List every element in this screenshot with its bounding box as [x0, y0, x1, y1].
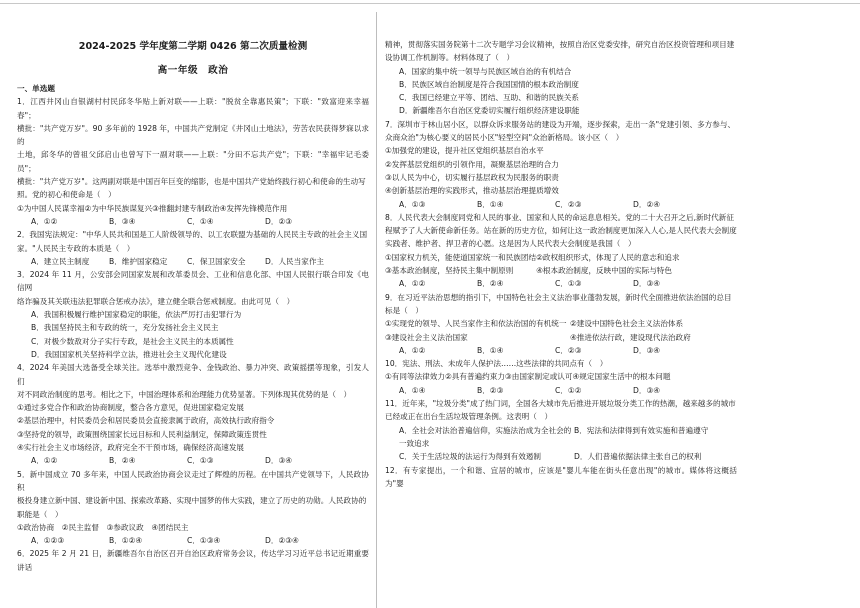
question-line: 1．江西井冈山自银湖村村民邱冬华贴上新对联——上联："脱贫全靠惠民策"；下联："致富迎来幸福春"； — [17, 97, 369, 120]
option-a[interactable]: A．①② — [399, 345, 426, 355]
option-row — [385, 277, 737, 290]
question-10 — [385, 357, 737, 397]
question-3 — [17, 268, 369, 361]
question-line: 极投身建立新中国、建设新中国、探索改革路、实现中国梦的伟大实践，建立了历史的功勋。人民政协的 — [17, 496, 367, 506]
option-d[interactable]: D．②③ — [265, 216, 293, 226]
option-a[interactable]: A．全社会对法治普遍信仰，实施法治成为全社会的一致追求 — [399, 425, 572, 448]
question-line: 已经或正在出台生活垃圾管理条例。这表明（ ） — [385, 412, 553, 422]
question-6-continued — [385, 38, 737, 118]
question-line: 实践者、维护者、捍卫者的心愿。这是因为人民代表大会制度是我国（ ） — [385, 239, 636, 249]
option-b[interactable]: B．宪法和法律得到有效实施和普遍遵守 — [574, 425, 709, 435]
option-c[interactable]: C．①② — [555, 385, 582, 395]
option-d[interactable]: D．③④ — [265, 456, 293, 466]
question-11 — [385, 397, 737, 463]
question-line: 家。"人民民主专政的本质是（ ） — [17, 243, 135, 253]
statement: ④创新基层治理的实践形式，推动基层治理提质增效 — [385, 186, 559, 196]
option-d[interactable]: D．人们普遍依据法律主张自己的权利 — [574, 452, 702, 462]
option-c[interactable]: C．①④ — [187, 216, 214, 226]
statement: ③坚持党的领导，政策围绕国家长远目标和人民利益制定，保障政策连贯性 — [17, 429, 267, 439]
question-12 — [385, 464, 737, 491]
question-line: 精神，贯彻落实国务院第十二次专题学习会议精神，按照自治区党委安排，研究自治区投资管理和项目建 — [385, 40, 735, 49]
statement: ①国家权力机关，能使道国家统一和民族团结②政权组织形式，体现了人民的意志和追求 — [385, 252, 680, 262]
option-row — [385, 344, 737, 357]
option-b[interactable]: B．我国坚持民主和专政的统一，充分发扬社会主义民主 — [31, 323, 219, 333]
column-divider — [376, 12, 377, 608]
question-line: 标是（ ） — [385, 305, 423, 315]
question-line: 2．我国宪法规定："中华人民共和国是工人阶级领导的、以工农联盟为基础的人民民主专政的社会主义国 — [17, 230, 368, 240]
statement: ①通过多党合作和政治协商制度，整合各方意见，促进国家稳定发展 — [17, 403, 245, 413]
option-a[interactable]: A．①② — [31, 456, 58, 466]
option-c[interactable]: C．①③④ — [187, 536, 221, 546]
statement-list: ①为中国人民谋幸福②为中华民族谋复兴③推翻封建专制政治④发挥先锋模范作用 — [17, 203, 288, 213]
question-2 — [17, 228, 369, 268]
option-a[interactable]: A．我国积极履行维护国家稳定的职能，依法严厉打击犯罪行为 — [31, 310, 242, 320]
statement: ④实行社会主义市场经济，政府完全不干预市场，确保经济高速发展 — [17, 443, 245, 453]
question-line: 土地，邱冬华的曾祖父邱启山也曾写下一副对联——上联："分田不忘共产党"；下联："幸福牢记毛委员"； — [17, 150, 369, 173]
option-c[interactable]: C．保卫国家安全 — [187, 256, 246, 266]
question-line: 6．2025 年 2 月 21 日，新疆维吾尔自治区召开自治区政府常务会议，传达学习习近平总书记近期重要讲话 — [17, 549, 369, 572]
statement: ①加强党的建设，提升社区党组织基层自治水平 — [385, 146, 544, 156]
option-row — [385, 384, 737, 397]
option-a[interactable]: A．①④ — [399, 385, 426, 395]
question-line: 11．近年来，"垃圾分类"成了热门词，全国各大城市先后推进开展垃圾分类工作的热潮，越来越多的城市 — [385, 399, 736, 409]
statement: ②建设中国特色社会主义法治体系 — [570, 319, 684, 329]
question-5 — [17, 468, 369, 548]
question-8 — [385, 211, 737, 291]
question-6 — [17, 547, 369, 574]
option-a[interactable]: A．建立民主制度 — [31, 256, 90, 266]
option-b[interactable]: B．①④ — [477, 199, 504, 209]
option-b[interactable]: B．民族区域自治制度是符合我国国情的根本政治制度 — [399, 79, 579, 89]
option-row — [385, 450, 737, 463]
option-a[interactable]: A．国家的集中统一领导与民族区域自治的有机结合 — [399, 66, 572, 76]
exam-subtitle: 高一年级 政治 — [157, 65, 229, 76]
right-column — [385, 0, 737, 608]
option-c[interactable]: C．②③ — [555, 199, 582, 209]
question-line: 12．有专家提出，一个和谐、宜居的城市，应该是"婴儿车能在街头任意出现"的城市。媒体将这概括为"婴 — [385, 465, 737, 488]
question-line: 众商众治"为核心要义的居民小区"轻型空间"众治新格局。该小区（ ） — [385, 133, 624, 143]
statement: ②发挥基层党组织的引领作用，凝聚基层治理的合力 — [385, 159, 559, 169]
statement-row — [385, 331, 737, 344]
option-b[interactable]: B．②④ — [109, 456, 136, 466]
question-line: 10．宪法、刑法、未成年人保护法……这些法律的共同点有（ ） — [385, 359, 608, 369]
option-b[interactable]: B．维护国家稳定 — [109, 256, 168, 266]
option-c[interactable]: C．①③ — [555, 279, 582, 289]
option-d[interactable]: D．人民当家作主 — [265, 256, 325, 266]
question-line: 设协调工作机制等。材料体现了（ ） — [385, 53, 515, 63]
question-line: 7．深圳市于林山居小区，以群众诉求服务站的建设为开端，逐步探索，走出一条"党建引领、多方参与、 — [385, 119, 736, 129]
question-line: 9．在习近平法治思想的指引下，中国特色社会主义法治事业蓬勃发展，新时代全面推进依法治国的总目 — [385, 292, 732, 302]
option-c[interactable]: C．①③ — [187, 456, 214, 466]
option-a[interactable]: A．①②③ — [31, 536, 65, 546]
option-d[interactable]: D．③④ — [633, 385, 661, 395]
option-d[interactable]: D．③④ — [633, 345, 661, 355]
option-b[interactable]: B．①④ — [477, 345, 504, 355]
question-line: 3．2024 年 11 月，公安部会同国家发展和改革委员会、工业和信息化部、中国人民银行联合印发《电信网 — [17, 270, 369, 293]
option-b[interactable]: B．②③ — [477, 385, 504, 395]
option-c[interactable]: C．②③ — [555, 345, 582, 355]
statement: ②基层治理中，村民委员会和居民委员会直接隶属于政府，高效执行政府指令 — [17, 416, 275, 426]
option-a[interactable]: A．①② — [31, 216, 58, 226]
option-c[interactable]: C．关于生活垃圾的法运行为得到有效遏制 — [399, 452, 541, 462]
option-a[interactable]: A．①② — [399, 279, 426, 289]
question-1 — [17, 95, 369, 228]
option-d[interactable]: D．③④ — [633, 279, 661, 289]
statement-row — [385, 317, 737, 330]
question-9 — [385, 291, 737, 357]
option-row — [385, 198, 737, 211]
statement: ④推进依法行政，建设现代法治政府 — [570, 332, 691, 342]
statement-list: ①有同等法律效力②具有普遍约束力③由国家制定或认可④规定国家生活中的根本问题 — [385, 372, 671, 382]
section-heading: 一、单选题 — [17, 84, 55, 93]
question-line: 8．人民代表大会制度同党和人民的事业、国家和人民的命运息息相关。党的二十大召开之后,新时代新征 — [385, 212, 734, 222]
option-row — [17, 534, 369, 547]
question-line: 5．新中国成立 70 多年来，中国人民政治协商会议走过了辉煌的历程。在中国共产党领导下，人民政协积 — [17, 469, 369, 492]
question-line: 职能是（ ） — [17, 509, 63, 519]
option-c[interactable]: C．我国已经建立平等、团结、互助、和谐的民族关系 — [399, 93, 579, 103]
option-b[interactable]: B．①②④ — [109, 536, 143, 546]
question-7 — [385, 118, 737, 211]
option-row — [17, 255, 369, 268]
question-line: 横批："共产党万岁"。这两副对联是中国百年巨变的缩影，也是中国共产党始终践行初心和使命的生动写 — [17, 177, 366, 187]
option-b[interactable]: B．③④ — [109, 216, 136, 226]
question-line: 对不同政治制度的思考。相比之下，中国治理体系和治理能力优势显著。下列体现其优势的是（ ） — [17, 389, 352, 399]
option-d[interactable]: D．新疆维吾尔自治区党委切实履行组织经济建设职能 — [399, 106, 580, 116]
option-row — [17, 454, 369, 467]
option-d[interactable]: D．②③④ — [265, 536, 299, 546]
question-line: 4．2024 年美国大选备受全球关注。选举中激烈竞争、金钱政治、暴力冲突、政策摇摆等现象，引发人们 — [17, 363, 369, 386]
option-d[interactable]: D．②④ — [633, 199, 661, 209]
option-a[interactable]: A．①③ — [399, 199, 426, 209]
exam-title: 2024-2025 学年度第二学期 0426 第二次质量检测 — [78, 41, 308, 52]
option-b[interactable]: B．②④ — [477, 279, 504, 289]
question-4 — [17, 361, 369, 467]
statement: ③建设社会主义法治国家 — [385, 332, 468, 342]
question-line: 照。党的初心和使命是（ ） — [17, 190, 116, 200]
question-line: 横批："共产党万岁"。90 多年前的 1928 年，中国共产党制定《井冈山土地法》，劳苦农民获得梦寐以求的 — [17, 123, 369, 147]
statement: ①实现党的领导、人民当家作主和依法治国的有机统一 — [385, 319, 567, 329]
option-row — [385, 424, 737, 451]
option-row — [17, 215, 369, 228]
left-column — [17, 0, 369, 608]
question-line: 络诈骗及其关联违法犯罪联合惩戒办法》，建立健全联合惩戒制度。由此可见（ ） — [17, 296, 295, 306]
question-line: 程赋予了人大新使命新任务。站在新的历史方位，如何让这一政治制度更加深入人心,是人民代表大会制度 — [385, 226, 737, 236]
statement: ③基本政治制度，坚持民主集中制原则 ④根本政治制度，反映中国的实际与特色 — [385, 266, 672, 276]
statement-list: ①政治协商 ②民主监督 ③参政议政 ④团结民主 — [17, 522, 189, 532]
statement: ③以人民为中心，切实履行基层政权为民服务的职责 — [385, 172, 559, 182]
option-d[interactable]: D．我国国家机关坚持科学立法，推进社会主义现代化建设 — [31, 349, 227, 359]
option-c[interactable]: C．对极少数敌对分子实行专政，是社会主义民主的本质属性 — [31, 336, 234, 346]
